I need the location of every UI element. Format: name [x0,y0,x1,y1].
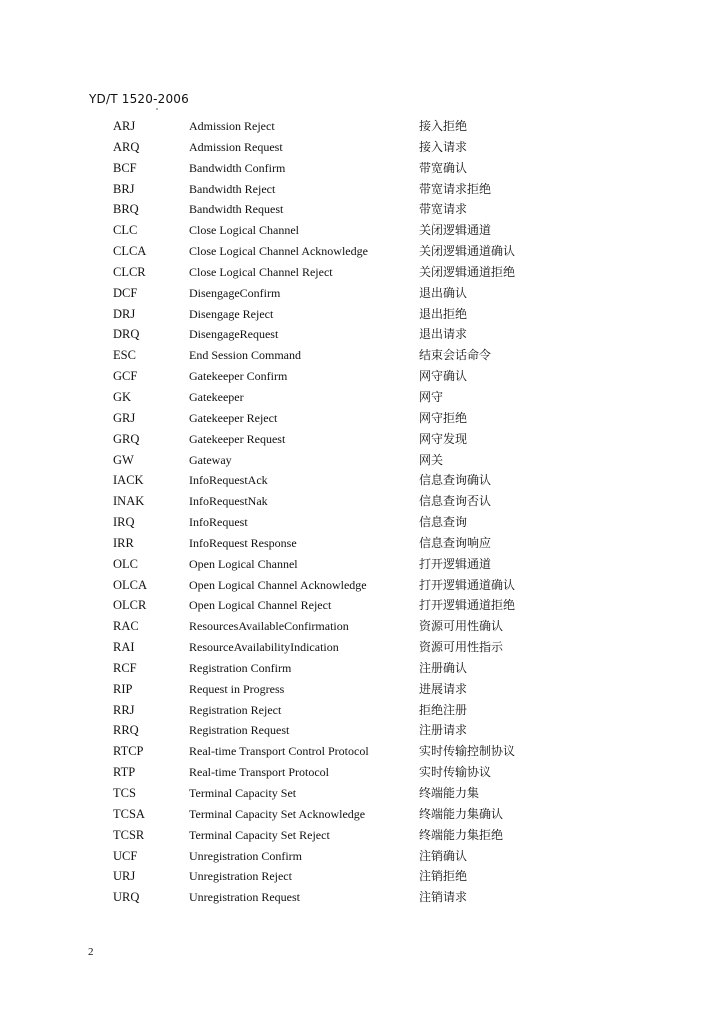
chinese-term: 结束会话命令 [419,348,492,363]
english-expansion: DisengageConfirm [189,285,281,300]
abbreviation-row [113,450,563,471]
chinese-term: 接入请求 [419,139,468,154]
english-expansion: Request in Progress [189,681,285,696]
chinese-term: 信息查询响应 [419,535,492,550]
abbreviation-row [113,804,563,825]
abbreviation-row [113,220,563,241]
chinese-term: 信息查询 [419,515,468,530]
english-expansion: DisengageRequest [189,327,279,342]
abbreviation-row [113,345,563,366]
abbreviation-row [113,846,563,867]
abbreviation-term: RAI [113,640,135,655]
chinese-term: 退出确认 [419,285,468,300]
abbreviation-term: RAC [113,619,139,634]
english-expansion: Gatekeeper Reject [189,410,278,425]
abbreviation-row [113,429,563,450]
chinese-term: 注销拒绝 [419,869,468,884]
abbreviation-term: OLCA [113,577,148,592]
abbreviation-row [113,491,563,512]
abbreviation-term: URQ [113,890,140,905]
english-expansion: InfoRequestAck [189,473,268,488]
abbreviation-row [113,575,563,596]
abbreviation-row [113,241,563,262]
abbreviation-row [113,887,563,908]
abbreviation-term: DCF [113,285,138,300]
english-expansion: Unregistration Reject [189,869,292,884]
english-expansion: Close Logical Channel [189,223,299,238]
chinese-term: 实时传输协议 [419,765,492,780]
english-expansion: Bandwidth Reject [189,181,276,196]
abbreviation-term: INAK [113,494,145,509]
english-expansion: Gatekeeper Confirm [189,369,288,384]
abbreviation-row [113,783,563,804]
abbreviation-term: DRJ [113,306,136,321]
abbreviation-row [113,179,563,200]
chinese-term: 关闭逻辑通道确认 [419,244,516,259]
abbreviation-term: GRJ [113,410,136,425]
abbreviation-row [113,408,563,429]
english-expansion: Unregistration Request [189,890,300,905]
english-expansion: InfoRequest Response [189,535,297,550]
english-expansion: Open Logical Channel Reject [189,598,332,613]
chinese-term: 网关 [419,452,444,467]
english-expansion: Close Logical Channel Acknowledge [189,244,368,259]
abbreviation-row [113,304,563,325]
abbreviation-term: TCSA [113,806,145,821]
abbreviation-row [113,554,563,575]
abbreviation-row [113,283,563,304]
abbreviation-term: OLCR [113,598,147,613]
abbreviation-row [113,637,563,658]
abbreviation-term: TCSR [113,827,145,842]
abbreviation-table [113,116,563,908]
abbreviation-row [113,595,563,616]
english-expansion: Gatekeeper [189,389,244,404]
chinese-term: 终端能力集确认 [419,806,504,821]
abbreviation-row [113,700,563,721]
abbreviation-term: RCF [113,660,137,675]
abbreviation-term: CLC [113,223,138,238]
abbreviation-term: IACK [113,473,144,488]
chinese-term: 进展请求 [419,681,468,696]
abbreviation-row [113,387,563,408]
abbreviation-term: RTP [113,765,136,780]
chinese-term: 打开逻辑通道拒绝 [419,598,516,613]
english-expansion: Gateway [189,452,232,467]
chinese-term: 关闭逻辑通道拒绝 [419,264,516,279]
english-expansion: Terminal Capacity Set Acknowledge [189,806,366,821]
chinese-term: 注册确认 [419,660,468,675]
abbreviation-term: GK [113,389,132,404]
abbreviation-term: OLC [113,556,138,571]
chinese-term: 注销请求 [419,890,468,905]
page-number: 2 [88,946,94,958]
english-expansion: Admission Reject [189,119,275,133]
abbreviation-term: BRJ [113,181,135,196]
chinese-term: 信息查询确认 [419,473,492,488]
abbreviation-term: CLCR [113,264,146,279]
chinese-term: 网守发现 [419,431,468,446]
abbreviation-term: ARQ [113,139,140,154]
english-expansion: Open Logical Channel [189,556,298,571]
english-expansion: Bandwidth Confirm [189,160,286,175]
document-header: YD/T 1520-2006 [89,92,189,106]
english-expansion: Bandwidth Request [189,202,284,217]
chinese-term: 网守 [419,389,444,404]
chinese-term: 带宽请求拒绝 [419,181,492,196]
english-expansion: Unregistration Confirm [189,848,302,863]
abbreviation-row [113,866,563,887]
chinese-term: 关闭逻辑通道 [419,223,492,238]
english-expansion: Open Logical Channel Acknowledge [189,577,367,592]
abbreviation-row [113,679,563,700]
chinese-term: 退出请求 [419,327,468,342]
abbreviation-row [113,512,563,533]
english-expansion: Admission Request [189,139,283,154]
chinese-term: 退出拒绝 [419,306,468,321]
abbreviation-row [113,825,563,846]
abbreviation-row [113,741,563,762]
abbreviation-term: RTCP [113,744,144,759]
english-expansion: Disengage Reject [189,306,274,321]
chinese-term: 网守拒绝 [419,410,468,425]
english-expansion: Registration Reject [189,702,282,717]
chinese-term: 终端能力集拒绝 [419,827,504,842]
abbreviation-term: GCF [113,369,138,384]
chinese-term: 注销确认 [419,848,468,863]
chinese-term: 拒绝注册 [419,702,468,717]
abbreviation-row [113,658,563,679]
abbreviation-term: URJ [113,869,136,884]
chinese-term: 接入拒绝 [419,119,468,133]
chinese-term: 资源可用性确认 [419,619,504,634]
english-expansion: ResourcesAvailableConfirmation [189,619,349,634]
abbreviation-term: CLCA [113,244,147,259]
english-expansion: Terminal Capacity Set [189,786,297,800]
english-expansion: End Session Command [189,348,302,363]
scan-speck [156,108,158,110]
abbreviation-row [113,137,563,158]
abbreviation-term: GRQ [113,431,140,446]
english-expansion: InfoRequest [189,515,248,530]
english-expansion: Real-time Transport Control Protocol [189,744,369,759]
abbreviation-row [113,158,563,179]
english-expansion: Registration Confirm [189,660,292,675]
abbreviation-term: UCF [113,848,138,863]
english-expansion: Close Logical Channel Reject [189,264,333,279]
abbreviation-term: IRR [113,535,134,550]
abbreviation-term: BCF [113,160,137,175]
abbreviation-term: RRJ [113,702,135,717]
abbreviation-row [113,762,563,783]
chinese-term: 打开逻辑通道 [419,556,492,571]
abbreviation-term: GW [113,452,134,467]
abbreviation-row [113,616,563,637]
english-expansion: ResourceAvailabilityIndication [189,640,339,655]
abbreviation-row [113,324,563,345]
abbreviation-row [113,720,563,741]
english-expansion: Terminal Capacity Set Reject [189,827,330,842]
abbreviation-term: ARJ [113,119,136,133]
english-expansion: InfoRequestNak [189,494,268,509]
chinese-term: 带宽请求 [419,202,468,217]
chinese-term: 终端能力集 [419,786,480,800]
chinese-term: 实时传输控制协议 [419,744,516,759]
abbreviation-row [113,116,563,137]
abbreviation-term: BRQ [113,202,139,217]
abbreviation-term: IRQ [113,515,135,530]
chinese-term: 信息查询否认 [419,494,492,509]
chinese-term: 打开逻辑通道确认 [419,577,516,592]
english-expansion: Real-time Transport Protocol [189,765,329,780]
abbreviation-row [113,262,563,283]
abbreviation-row [113,470,563,491]
chinese-term: 带宽确认 [419,160,468,175]
abbreviation-row [113,533,563,554]
abbreviation-term: DRQ [113,327,140,342]
abbreviation-term: ESC [113,348,136,363]
abbreviation-term: RIP [113,681,133,696]
english-expansion: Registration Request [189,723,290,738]
abbreviation-term: RRQ [113,723,139,738]
abbreviation-row [113,366,563,387]
chinese-term: 注册请求 [419,723,468,738]
abbreviation-row [113,199,563,220]
abbreviation-term: TCS [113,786,136,800]
english-expansion: Gatekeeper Request [189,431,286,446]
chinese-term: 网守确认 [419,369,468,384]
chinese-term: 资源可用性指示 [419,640,504,655]
